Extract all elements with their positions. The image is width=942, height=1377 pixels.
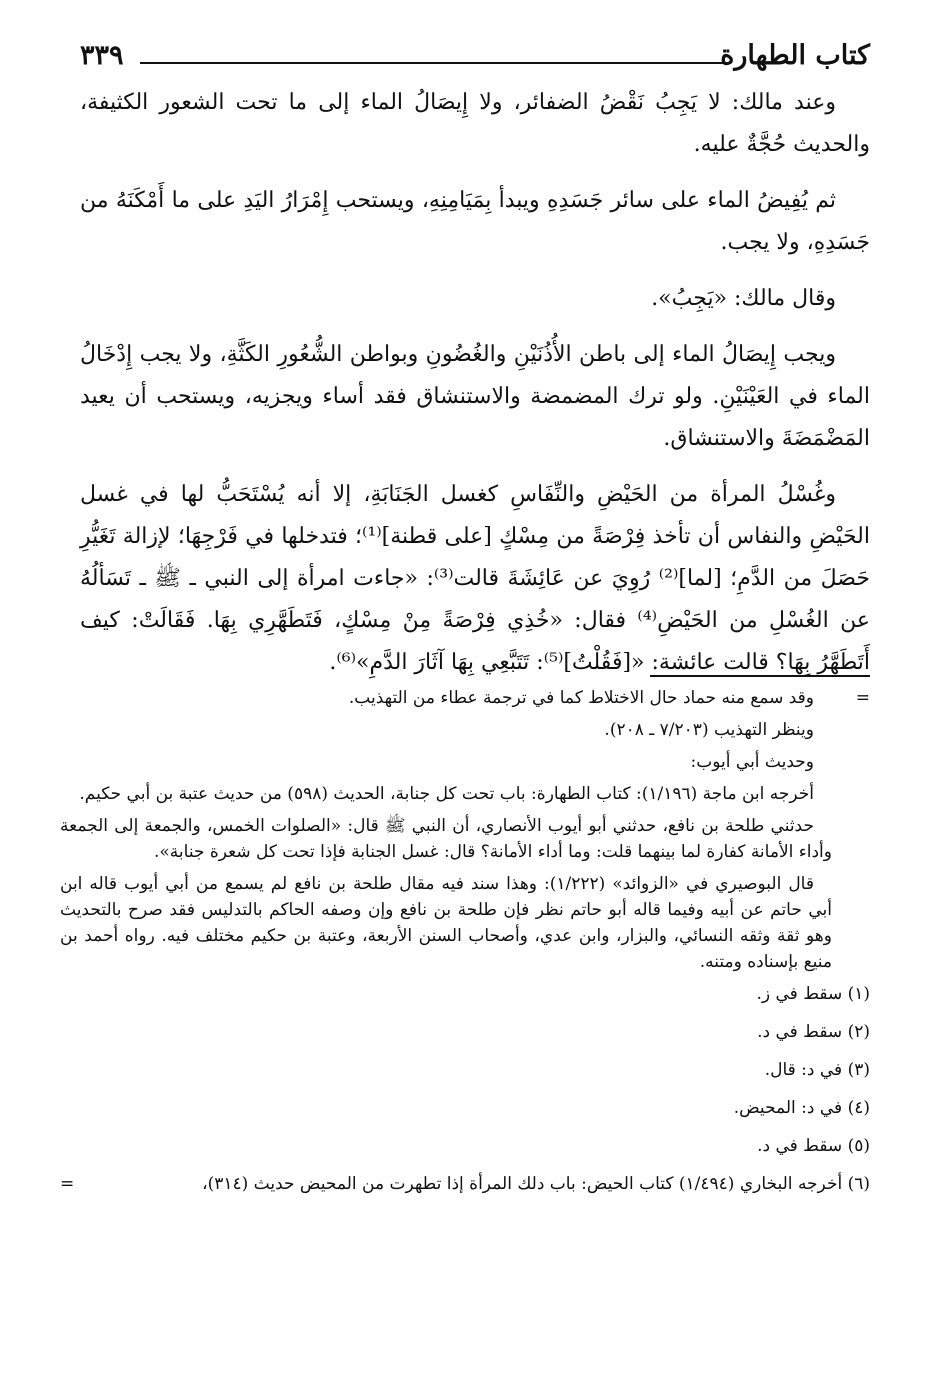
footnote-paragraph: أخرجه ابن ماجة (١/١٩٦): كتاب الطهارة: باب تحت كل جنابة، الحديث (٥٩٨) من حديث عتبة بن أبي حكيم.: [79, 784, 814, 804]
paragraph-menstruation-ghusl: وغُسْلُ المرأة من الحَيْضِ والنِّفَاسِ كغسل الجَنَابَةِ، إلا أنه يُسْتَحَبُّ لها في غسل الحَيْضِ والنفاس أن تأخذ فِرْصَةً من مِسْكٍ [على قطنة]⁽¹⁾؛ فتدخلها في فَرْجِهَا؛ لإزالة تَغَيُّرِ حَصَلَ من الدَّمِ؛ [لما]⁽²⁾ رُوِيَ عن عَائِشَةَ قالت⁽³⁾: «جاءت امرأة إلى النبي ـ ﷺ ـ تَسَألُهُ عن الغُسْلِ من الحَيْضِ⁽⁴⁾ فقال: «خُذِي فِرْصَةً مِنْ مِسْكٍ، فَتَطَهَّرِي بِهَا. فَقَالَتْ: كيف أَتَطَهَّرُ بِهَا؟ قالت عائشة: «[فَقُلْتُ]⁽⁵⁾: تَتَبَّعِي بِهَا آثَارَ الدَّمِ»⁽⁶⁾.: [80, 482, 870, 675]
paragraph-malik-says: وقال مالك: «يَجِبُ».: [651, 286, 836, 311]
footnote-item: (١) سقط في ز.: [756, 984, 870, 1004]
footnote-paragraph: وحديث أبي أيوب:: [690, 752, 814, 772]
main-text: [80, 82, 870, 698]
footnote-continuation: [60, 685, 870, 975]
footnote-paragraph: وقد سمع منه حماد حال الاختلاط كما في ترجمة عطاء من التهذيب.: [348, 688, 814, 708]
footnote-item: (٣) في د: قال.: [764, 1060, 870, 1080]
continuation-mark: =: [855, 688, 870, 708]
footnotes: [60, 685, 870, 1209]
paragraph-maliki-view: وعند مالك: لا يَجِبُ نَقْضُ الضفائر، ولا إِيصَالُ الماء إلى ما تحت الشعور الكثيفة، والحديث حُجَّةٌ عليه.: [80, 90, 870, 157]
header-rule: [140, 62, 730, 64]
paragraph-pouring-water: ثم يُفِيضُ الماء على سائر جَسَدِهِ ويبدأ بِمَيَامِنِهِ، ويستحب إِمْرَارُ اليَدِ على ما أَمْكَنَهُ من جَسَدِهِ، ولا يجب.: [80, 188, 870, 255]
footnote-paragraph: قال البوصيري في «الزوائد» (١/٢٢٢): وهذا سند فيه مقال طلحة بن نافع لم يسمع من أبي أيوب قاله ابن أبي حاتم عن أبيه وفيما قاله أبو حاتم نظر فإن طلحة بن نافع وإن وصفه الحاكم بالتدليس فقد صرح بالتحديث وهو ثقة وثقه النسائي، والبزار، وابن عدي، وأصحاب السنن الأربعة، وعتبة بن حكيم مختلف فيه. رواه أحمد بن منيع بإسناده ومتنه.: [60, 874, 832, 972]
footnote-paragraph: وينظر التهذيب (٧/٢٠٣ ـ ٢٠٨).: [604, 720, 814, 740]
footnote-paragraph: حدثني طلحة بن نافع، حدثني أبو أيوب الأنصاري، أن النبي ﷺ قال: «الصلوات الخمس، والجمعة إلى الجمعة وأداء الأمانة كفارة لما بينهما قلت: وما أداء الأمانة؟ قال: غسل الجنابة فإذا تحت كل شعرة جنابة».: [60, 816, 832, 862]
paragraph-washing-ears: ويجب إِيصَالُ الماء إلى باطن الأُذُنَيْنِ والغُضُونِ وبواطن الشُّعُورِ الكَثَّةِ، ولا يجب إِدْخَالُ الماء في العَيْنَيْنِ. ولو ترك المضمضة والاستنشاق فقد أساء ويجزيه، ويستحب أن يعيد المَضْمَضَةَ والاستنشاق.: [80, 342, 870, 451]
footnote-item: (٥) سقط في د.: [757, 1136, 870, 1156]
footnote-item: (٤) في د: المحيض.: [733, 1098, 870, 1118]
continuation-mark-end: =: [60, 1174, 75, 1194]
footnote-item: (٢) سقط في د.: [757, 1022, 870, 1042]
page-header: [80, 40, 870, 80]
footnote-list: [60, 981, 870, 1197]
footnote-item-text: (٦) أخرجه البخاري (١/٤٩٤) كتاب الحيض: باب دلك المرأة إذا تطهرت من المحيض حديث (٣١٤)،: [202, 1174, 870, 1194]
page-number: ٣٣٩: [80, 40, 124, 71]
footnote-item-last: [60, 1171, 870, 1197]
running-title: كتاب الطهارة: [720, 40, 870, 71]
footnote-separator: [650, 675, 870, 677]
